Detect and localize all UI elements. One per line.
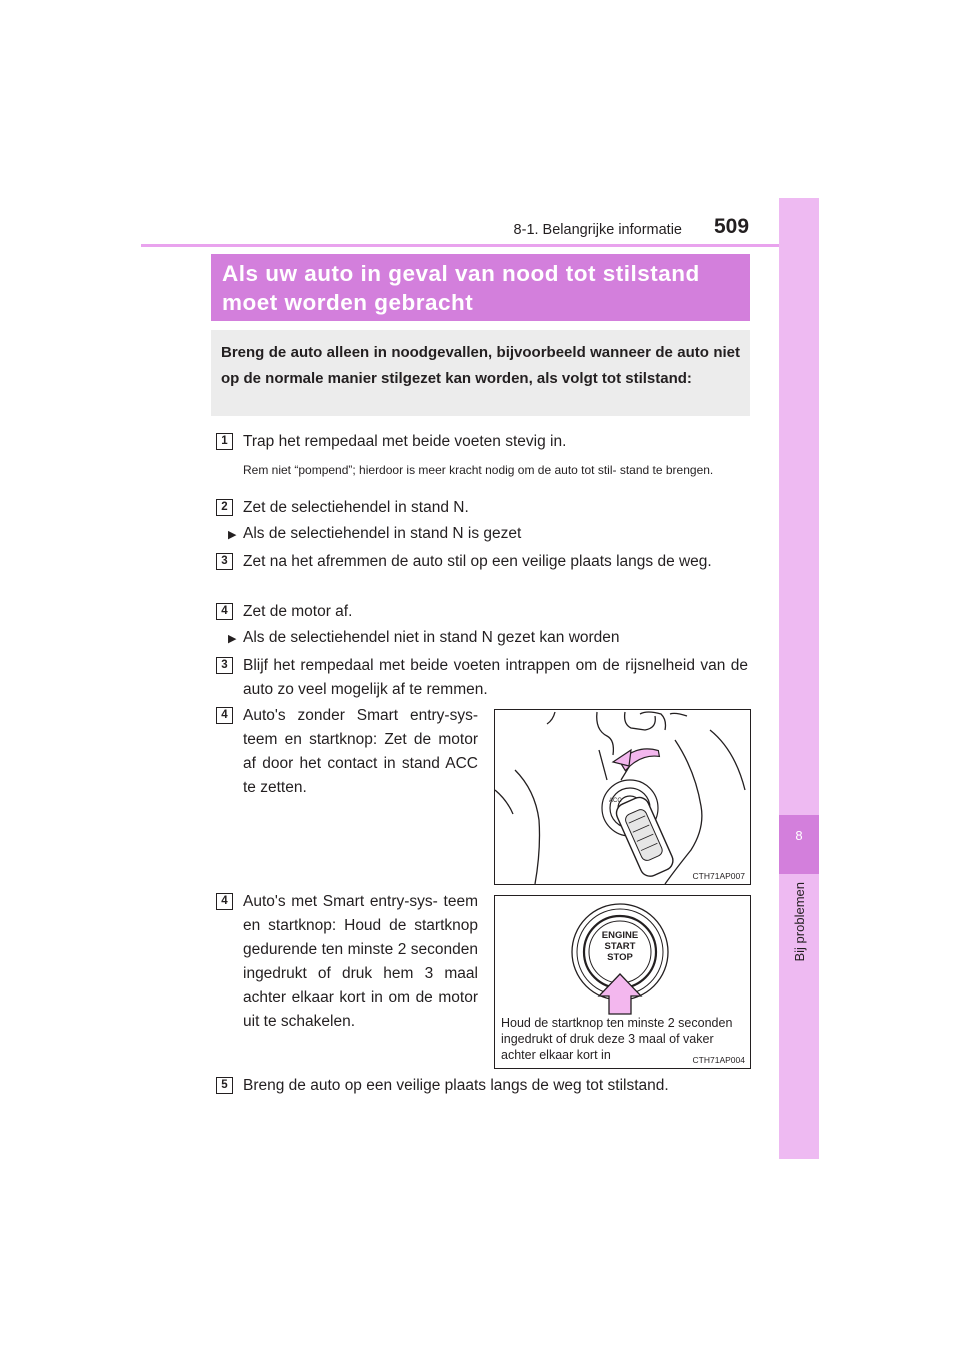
step-text: Zet de selectiehendel in stand N.	[243, 499, 469, 516]
step-note: Rem niet “pompend”; hierdoor is meer kracht nodig om de auto tot stil- stand te brengen.	[243, 463, 714, 477]
step-text: Breng de auto op een veilige plaats langs de weg tot stilstand.	[243, 1077, 669, 1094]
bullet-heading: Als de selectiehendel niet in stand N gezet kan worden	[243, 629, 620, 646]
chapter-side-tab	[779, 198, 819, 1159]
chapter-label-wrap	[790, 880, 812, 1000]
button-line: ENGINE	[601, 930, 639, 941]
step-number: 3	[216, 553, 233, 570]
step-number: 5	[216, 1077, 233, 1094]
button-line: STOP	[607, 952, 633, 963]
start-stop-button-label	[590, 930, 650, 963]
bullet-arrow-icon: ▶	[228, 529, 237, 541]
page-number: 509	[714, 215, 750, 238]
step-text: Auto's zonder Smart entry-sys- teem en startknop: Zet de motor af door het contact in stand ACC te zetten.	[243, 707, 478, 796]
bullet-heading: Als de selectiehendel in stand N is gezet	[243, 525, 522, 542]
step-number: 2	[216, 499, 233, 516]
start-button-figure	[494, 895, 751, 1069]
step-number: 4	[216, 603, 233, 620]
step-text: Zet na het afremmen de auto stil op een veilige plaats langs de weg.	[243, 553, 712, 570]
step-text: Blijf het rempedaal met beide voeten intrappen om de rijsnelheid van de auto zo veel mogelijk af te remmen.	[243, 657, 748, 698]
bullet-arrow-icon: ▶	[228, 633, 237, 645]
ignition-key-figure	[494, 709, 751, 885]
chapter-number: 8	[795, 828, 803, 843]
step-number: 3	[216, 657, 233, 674]
chapter-number-block	[779, 815, 819, 874]
chapter-label: Bij problemen	[792, 882, 807, 962]
step-number: 4	[216, 707, 233, 724]
ignition-key-illustration	[495, 710, 750, 884]
step-number: 1	[216, 433, 233, 450]
intro-text: Breng de auto alleen in noodgevallen, bijvoorbeeld wanneer de auto niet op de normale manier stilgezet kan worden, als volgt tot stilstand:	[221, 344, 740, 387]
header-rule	[141, 244, 818, 247]
figure-caption: Houd de startknop ten minste 2 seconden ingedrukt of druk deze 3 maal of vaker achter elkaar kort in	[501, 1016, 733, 1062]
step-text: Trap het rempedaal met beide voeten stevig in.	[243, 433, 567, 450]
button-line: START	[604, 941, 636, 952]
figure-code: CTH71AP007	[692, 871, 745, 881]
figure-code: CTH71AP004	[692, 1055, 745, 1065]
step-number: 4	[216, 893, 233, 910]
page-title: Als uw auto in geval van nood tot stilstand moet worden gebracht	[222, 261, 700, 315]
svg-text:ACC: ACC	[609, 798, 622, 804]
step-text: Auto's met Smart entry-sys- teem en startknop: Houd de startknop gedurende ten minste 2 seconden ingedrukt of druk hem 3 maal achter elkaar kort in om de motor uit te schakelen.	[243, 893, 478, 1030]
step-text: Zet de motor af.	[243, 603, 353, 620]
section-heading: 8-1. Belangrijke informatie	[513, 222, 682, 238]
